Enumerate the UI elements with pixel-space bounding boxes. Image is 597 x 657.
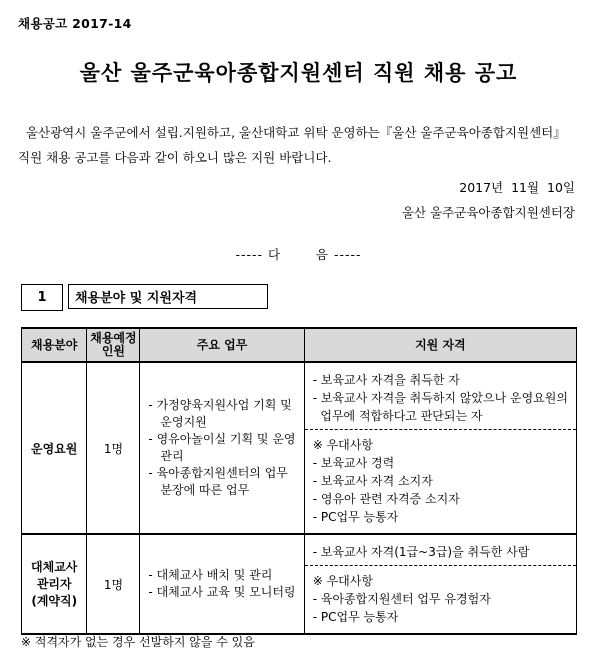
field-cell: [22, 534, 87, 634]
dashed-divider: [305, 429, 576, 430]
duty-item: - 대체교사 배치 및 관리: [148, 568, 273, 582]
signer: 울산 울주군육아종합지원센터장: [401, 205, 575, 220]
quals-cell: [304, 362, 576, 534]
count-cell: 1명: [87, 362, 140, 534]
table-header-row: [22, 328, 577, 362]
footnote: ※ 적격자가 없는 경우 선발하지 않을 수 있음: [21, 635, 255, 649]
duties-cell: [140, 362, 304, 534]
header-field: 채용분야: [22, 328, 87, 362]
field-line: 관리자: [36, 576, 72, 591]
preferred-item: - 육아종합지원센터 업무 유경험자: [312, 591, 491, 606]
intro-paragraph: [18, 120, 583, 170]
section-title: 채용분야 및 지원자격: [68, 284, 268, 309]
duty-item: - 영유아놀이실 기획 및 운영관리: [148, 432, 296, 463]
intro-line-2: 직원 채용 공고를 다음과 같이 하오니 많은 지원 바랍니다.: [18, 150, 332, 165]
duty-item: - 육아종합지원센터의 업무분장에 따른 업무: [148, 466, 288, 497]
dashed-divider: [305, 565, 576, 566]
table-row: [22, 362, 577, 534]
page-title: 울산 울주군육아종합지원센터 직원 채용 공고: [79, 61, 518, 85]
duties-cell: [140, 534, 304, 634]
qual-item: - 보육교사 자격을 취득한 자: [312, 372, 460, 387]
preferred-item: - 보육교사 경력: [312, 455, 395, 470]
field-line: 대체교사: [31, 559, 78, 574]
header-quals: 지원 자격: [304, 328, 576, 362]
preferred-item: - PC업무 능통자: [312, 609, 399, 624]
intro-line-1: 울산광역시 울주군에서 설립.지원하고, 울산대학교 위탁 운영하는『울산 울주군육아종합지원센터』: [18, 125, 566, 140]
qual-item: - 보육교사 자격(1급~3급)을 취득한 사람: [312, 544, 530, 559]
duty-item: - 가정양육지원사업 기획 및 운영지원: [148, 398, 292, 429]
doc-number: 채용공고 2017-14: [18, 16, 132, 31]
qual-item: 업무에 적합하다고 판단되는 자: [312, 408, 483, 423]
preferred-item: - 영유아 관련 자격증 소지자: [312, 491, 460, 506]
announcement-date: 2017년 11월 10일: [459, 180, 575, 195]
header-count: [87, 328, 140, 362]
table-row: [22, 534, 577, 634]
preferred-item: - PC업무 능통자: [312, 509, 399, 524]
header-duties: 주요 업무: [140, 328, 304, 362]
field-line: (계약직): [31, 593, 78, 608]
preferred-item: - 보육교사 자격 소지자: [312, 473, 433, 488]
quals-cell: [304, 534, 576, 634]
preferred-title: ※ 우대사항: [312, 437, 373, 452]
section-header: [21, 284, 268, 311]
qual-item: - 보육교사 자격을 취득하지 않았으나 운영요원의: [312, 390, 568, 405]
requirements-table: [21, 327, 577, 635]
duty-item: - 대체교사 교육 및 모니터링: [148, 585, 296, 599]
header-count-text: 채용예정 인원: [90, 331, 137, 358]
count-cell: 1명: [87, 534, 140, 634]
divider-heading: ----- 다 음 -----: [235, 247, 362, 262]
section-number: 1: [21, 284, 63, 311]
field-cell: 운영요원: [22, 362, 87, 534]
preferred-title: ※ 우대사항: [312, 573, 373, 588]
